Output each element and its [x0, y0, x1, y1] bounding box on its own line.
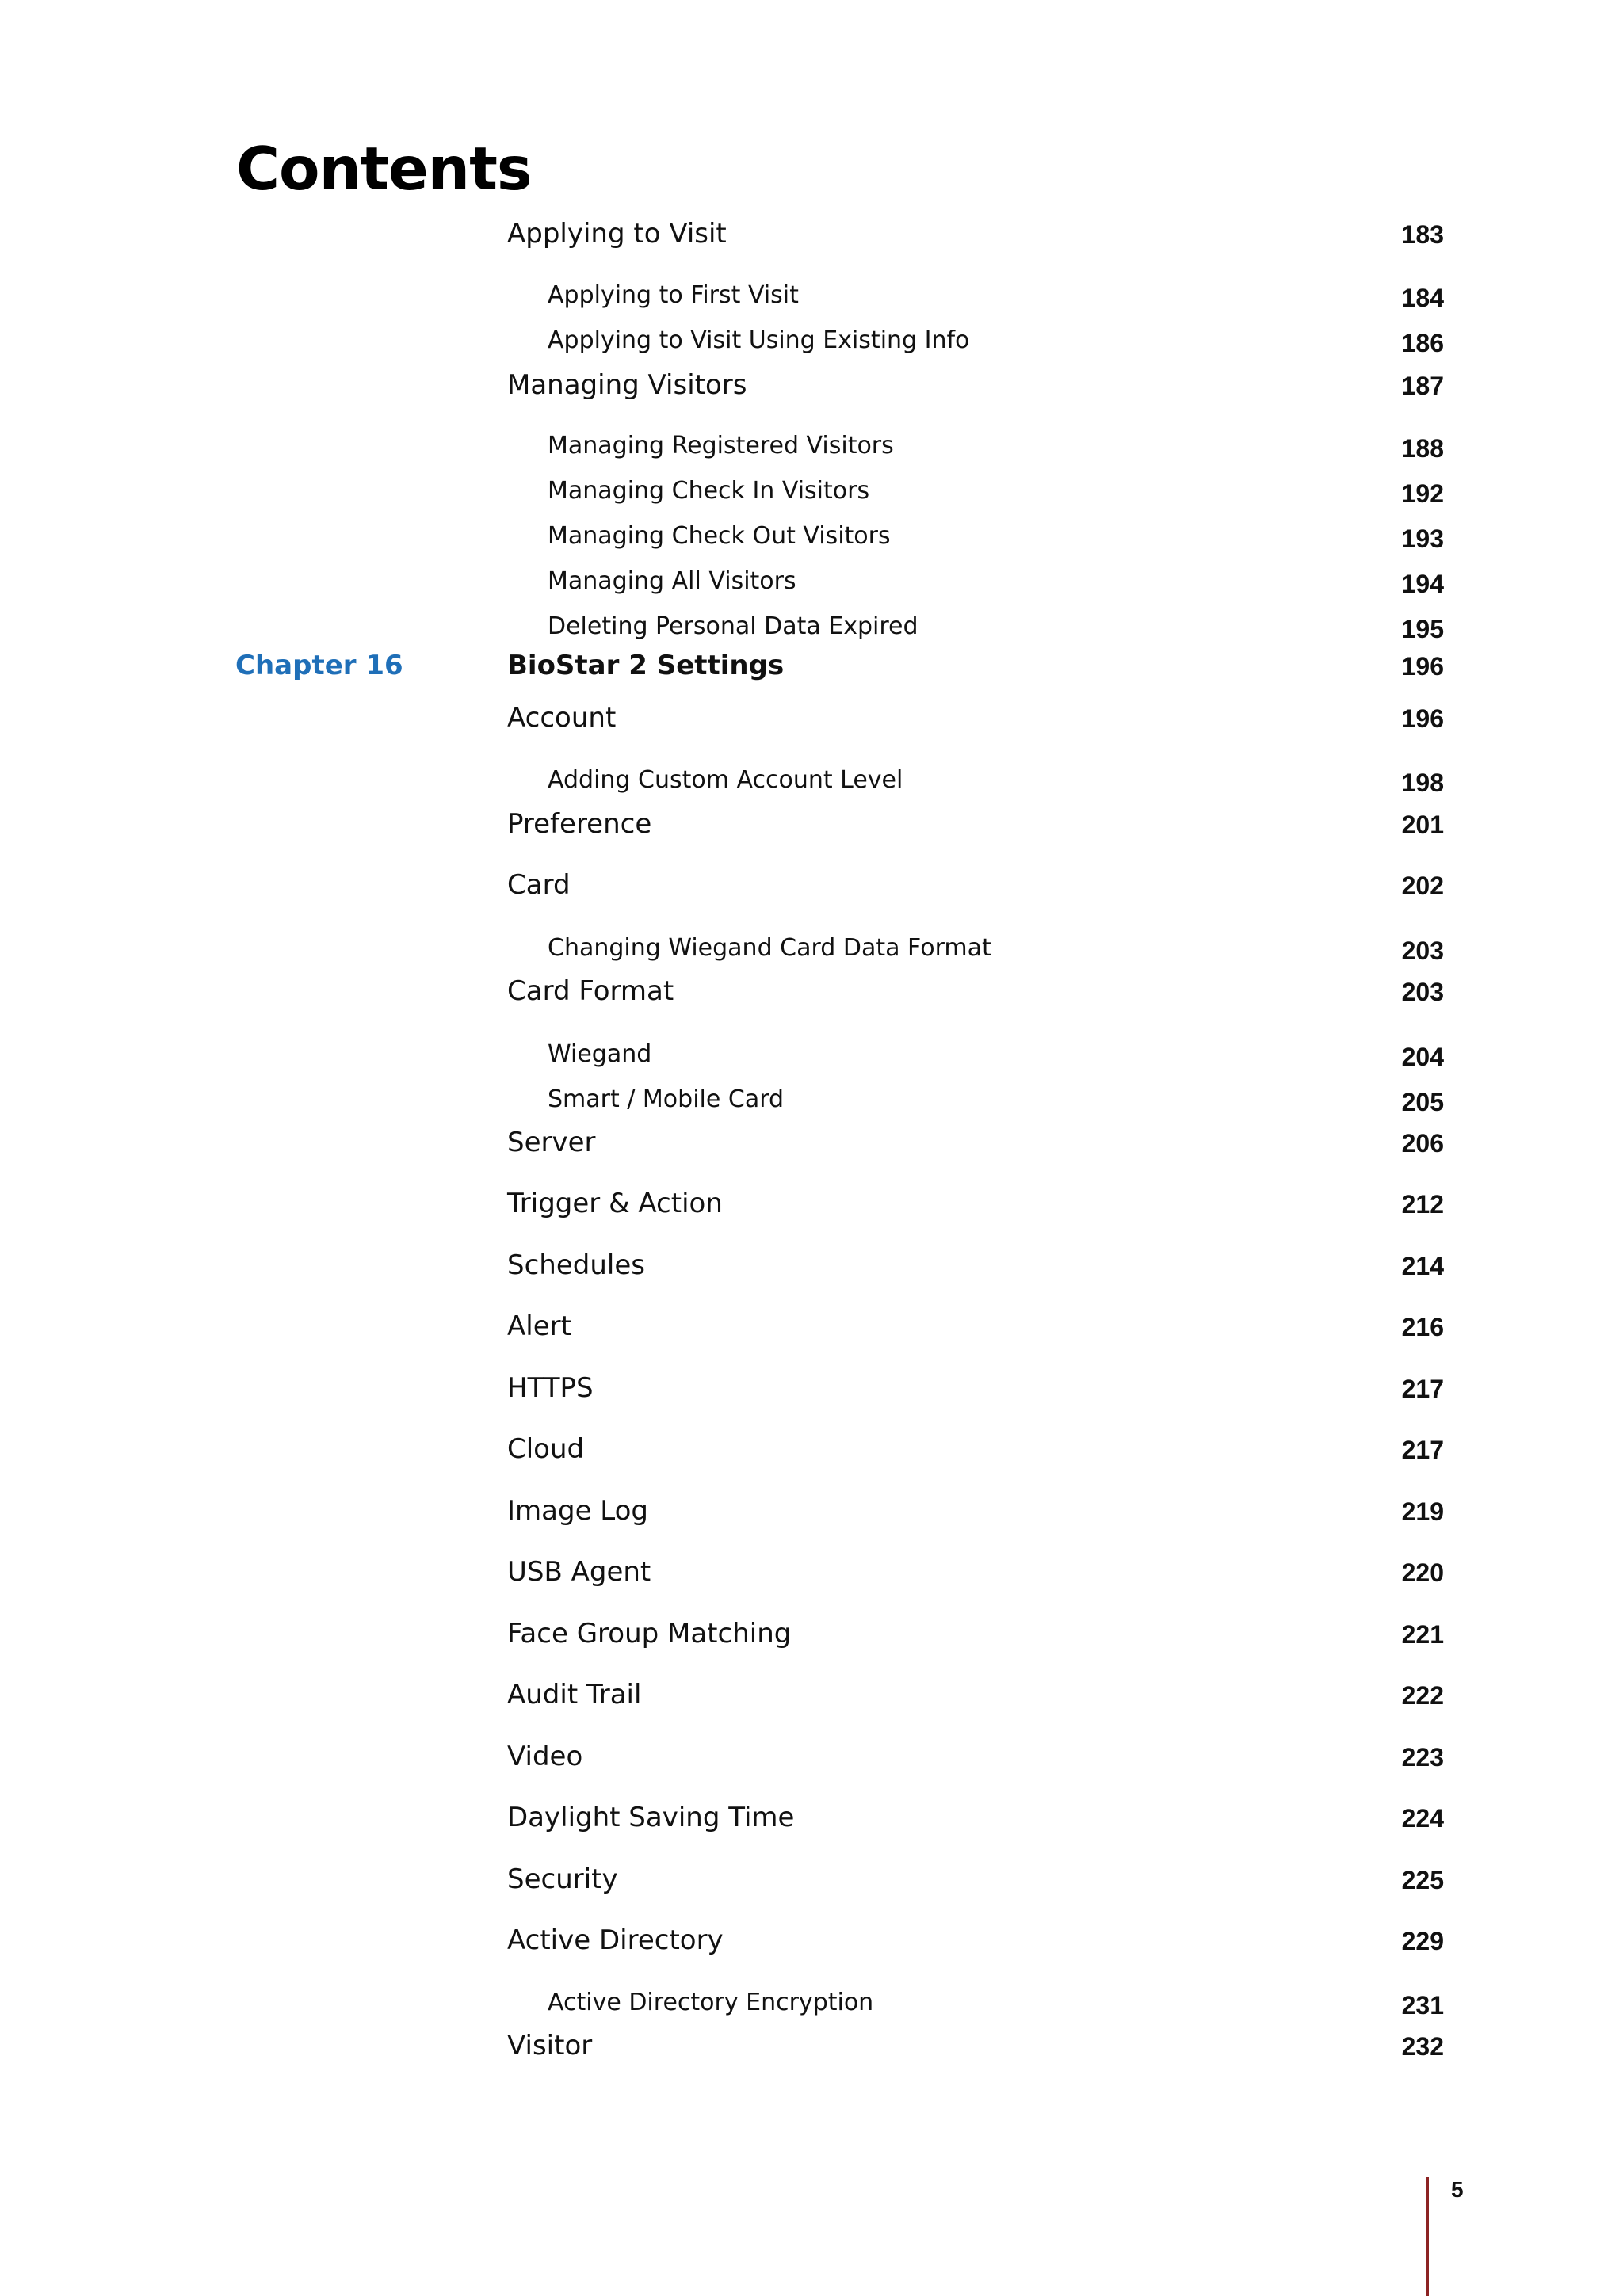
toc-entry[interactable]	[0, 871, 1623, 919]
toc-entry[interactable]	[0, 1249, 1623, 1299]
toc-entry-page: 186	[1401, 329, 1444, 357]
toc-entry-title: Active Directory	[507, 1924, 724, 1956]
toc-subentry[interactable]	[0, 1041, 1623, 1089]
toc-entry-title: Account	[507, 702, 617, 734]
toc-subentry[interactable]	[0, 478, 1623, 525]
toc-entry-title: HTTPS	[507, 1372, 594, 1404]
toc-entry-page: 221	[1401, 1620, 1444, 1649]
toc-chapter-entry[interactable]	[0, 652, 1623, 700]
toc-entry[interactable]	[0, 369, 1623, 419]
toc-entry-title: Managing Visitors	[507, 369, 747, 401]
toc-entry-title: Preference	[507, 808, 652, 840]
toc-entry-page: 188	[1401, 434, 1444, 463]
toc-entry[interactable]	[0, 704, 1623, 752]
toc-entry-page: 205	[1401, 1088, 1444, 1116]
toc-subentry[interactable]	[0, 327, 1623, 375]
toc-entry-page: 212	[1401, 1190, 1444, 1219]
toc-entry-page: 231	[1401, 1991, 1444, 2019]
toc-entry-title: Image Log	[507, 1495, 649, 1527]
toc-entry-title: USB Agent	[507, 1556, 651, 1588]
footer-rule	[1426, 2177, 1429, 2296]
toc-chapter-title: BioStar 2 Settings	[507, 650, 785, 681]
toc-entry-title: Daylight Saving Time	[507, 1802, 795, 1833]
toc-entry-title: Applying to First Visit	[548, 281, 799, 309]
toc-entry-page: 187	[1401, 372, 1444, 400]
toc-entry-title: Security	[507, 1863, 618, 1895]
toc-entry[interactable]	[0, 1497, 1623, 1545]
toc-entry[interactable]	[0, 1433, 1623, 1483]
toc-entry[interactable]	[0, 1372, 1623, 1422]
toc-entry-title: Active Directory Encryption	[548, 1989, 874, 2016]
toc-entry-title: Adding Custom Account Level	[548, 766, 903, 794]
toc-entry-title: Managing All Visitors	[548, 567, 796, 595]
toc-entry-page: 216	[1401, 1313, 1444, 1341]
toc-entry-title: Visitor	[507, 2030, 593, 2061]
toc-entry-title: Video	[507, 1741, 583, 1772]
toc-subentry[interactable]	[0, 935, 1623, 982]
toc-entry[interactable]	[0, 1681, 1623, 1729]
toc-entry-page: 219	[1401, 1497, 1444, 1526]
toc-entry-title: Audit Trail	[507, 1679, 642, 1711]
toc-entry-page: 229	[1401, 1927, 1444, 1955]
toc-subentry[interactable]	[0, 1989, 1623, 2037]
toc-entry-page: 206	[1401, 1129, 1444, 1158]
toc-entry-page: 183	[1401, 220, 1444, 249]
toc-entry-page: 225	[1401, 1866, 1444, 1894]
toc-subentry[interactable]	[0, 1086, 1623, 1134]
page-number: 5	[1451, 2177, 1464, 2202]
toc-entry-title: Trigger & Action	[507, 1188, 723, 1219]
toc-entry-page: 198	[1401, 769, 1444, 797]
toc-entry-title: Managing Check In Visitors	[548, 477, 870, 505]
toc-entry-page: 194	[1401, 570, 1444, 598]
toc-entry-title: Server	[507, 1127, 596, 1158]
toc-subentry[interactable]	[0, 523, 1623, 570]
toc-entry-title: Alert	[507, 1310, 571, 1342]
page-title: Contents	[236, 134, 532, 204]
toc-entry-title: Smart / Mobile Card	[548, 1085, 785, 1113]
toc-entry-page: 202	[1401, 871, 1444, 900]
toc-entry-title: Card Format	[507, 975, 674, 1007]
toc-entry-page: 201	[1401, 810, 1444, 839]
toc-subentry[interactable]	[0, 282, 1623, 330]
toc-entry-title: Face Group Matching	[507, 1618, 792, 1650]
toc-entry-title: Wiegand	[548, 1040, 652, 1068]
toc-entry-page: 195	[1401, 615, 1444, 643]
toc-entry-title: Applying to Visit Using Existing Info	[548, 326, 970, 354]
toc-entry[interactable]	[0, 1863, 1623, 1913]
toc-entry-page: 203	[1401, 978, 1444, 1006]
toc-entry-title: Schedules	[507, 1249, 645, 1281]
toc-entry-page: 223	[1401, 1743, 1444, 1772]
toc-entry[interactable]	[0, 1310, 1623, 1360]
toc-entry-page: 217	[1401, 1436, 1444, 1464]
toc-entry[interactable]	[0, 810, 1623, 858]
toc-entry[interactable]	[0, 1190, 1623, 1238]
toc-entry-title: Applying to Visit	[507, 218, 727, 250]
toc-entry[interactable]	[0, 2032, 1623, 2080]
toc-entry-page: 192	[1401, 479, 1444, 508]
chapter-label: Chapter 16	[235, 650, 403, 681]
toc-entry[interactable]	[0, 1743, 1623, 1791]
toc-entry-page: 214	[1401, 1252, 1444, 1280]
toc-entry[interactable]	[0, 1924, 1623, 1974]
toc-entry-page: 204	[1401, 1043, 1444, 1071]
toc-entry-page: 193	[1401, 524, 1444, 553]
toc-entry[interactable]	[0, 220, 1623, 268]
toc-entry-page: 203	[1401, 936, 1444, 965]
toc-entry-title: Deleting Personal Data Expired	[548, 612, 918, 640]
toc-entry-title: Managing Check Out Visitors	[548, 522, 891, 550]
toc-entry[interactable]	[0, 1620, 1623, 1668]
toc-entry[interactable]	[0, 1804, 1623, 1852]
toc-subentry[interactable]	[0, 767, 1623, 814]
toc-entry-page: 217	[1401, 1375, 1444, 1403]
toc-subentry[interactable]	[0, 433, 1623, 480]
toc-entry-page: 232	[1401, 2032, 1444, 2061]
toc-entry-page: 196	[1401, 704, 1444, 733]
toc-entry-page: 222	[1401, 1681, 1444, 1710]
toc-entry-title: Managing Registered Visitors	[548, 432, 894, 460]
toc-entry-page: 184	[1401, 284, 1444, 312]
toc-entry-page: 220	[1401, 1558, 1444, 1587]
toc-entry-page: 224	[1401, 1804, 1444, 1833]
toc-entry-title: Card	[507, 869, 571, 901]
toc-entry-page: 196	[1401, 652, 1444, 681]
toc-entry[interactable]	[0, 975, 1623, 1025]
toc-subentry[interactable]	[0, 568, 1623, 616]
toc-entry-title: Cloud	[507, 1433, 585, 1465]
toc-entry[interactable]	[0, 1558, 1623, 1606]
toc-entry-title: Changing Wiegand Card Data Format	[548, 934, 991, 962]
toc-entry[interactable]	[0, 1129, 1623, 1177]
